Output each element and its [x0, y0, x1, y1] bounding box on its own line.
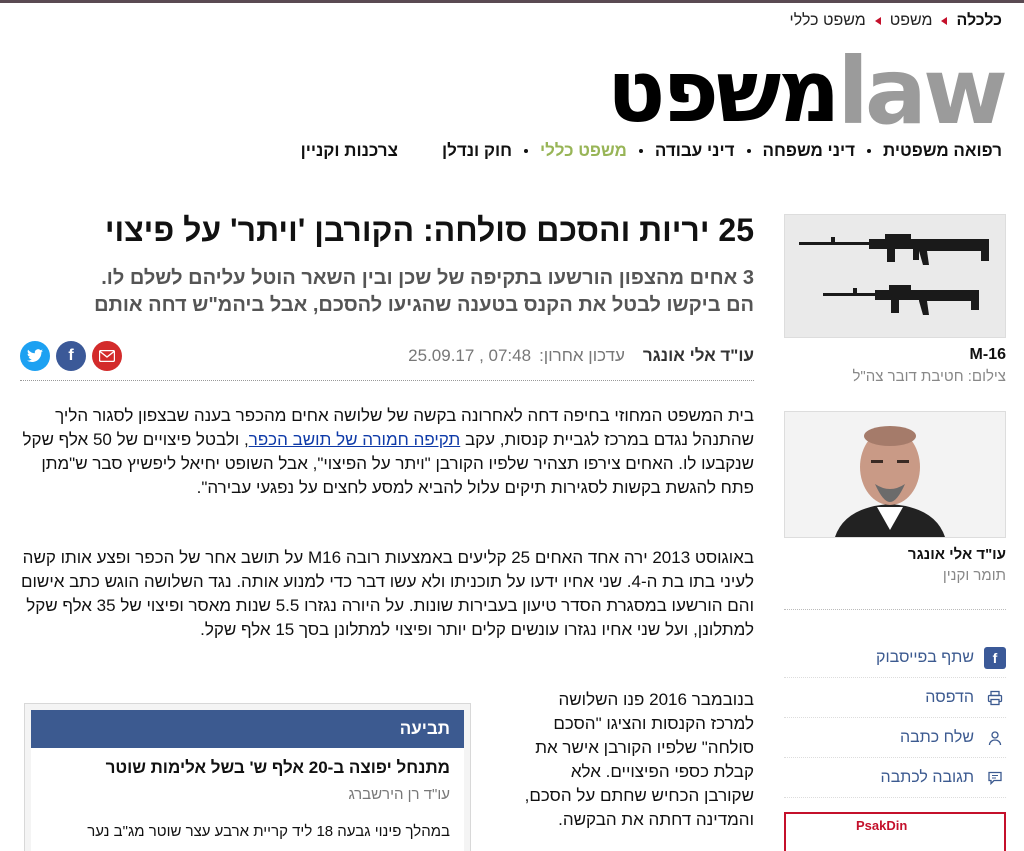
nav-item-real-estate-law[interactable]: חוק ונדלן [441, 141, 513, 160]
related-box-header: תביעה [31, 710, 464, 748]
nav-separator [524, 149, 528, 153]
breadcrumb-separator-icon [875, 17, 881, 25]
breadcrumb-item-general-law[interactable]: משפט כללי [789, 12, 866, 29]
print-icon [984, 687, 1006, 709]
author-photo[interactable] [784, 411, 1006, 538]
rifle-photo[interactable] [784, 214, 1006, 338]
nav-separator [747, 149, 751, 153]
action-label: שתף בפייסבוק [876, 648, 974, 666]
share-facebook-action[interactable] [784, 638, 1006, 678]
related-box-body [31, 748, 464, 851]
paragraph-text: , ולבטל פיצויים של 50 אלף שקל שנקבעו לו. האחים צירפו תצהיר שלפיו הקורבן "ויתר על הפיצוי", אבל השופט יחיאל ליפשיץ סבר ש"מתן פתח להגשת בקשות לסגירות תיקים עלול להביא למסע לחצים על נפגעי עבירה". [22, 430, 754, 497]
article-subtitle [20, 265, 754, 319]
nav-item-consumer-law[interactable]: צרכנות וקניין [300, 141, 398, 160]
nav-item-forensic-medicine[interactable]: רפואה משפטית [883, 141, 1002, 160]
site-logo[interactable] [606, 38, 1004, 145]
top-bar [0, 0, 1024, 3]
nav-item-family-law[interactable]: דיני משפחה [762, 141, 856, 160]
sidebar-divider [784, 609, 1006, 610]
subtitle-line: 3 אחים מהצפון הורשעו בתקיפה של שכן ובין השאר הוטל עליהם לשלם לו. [101, 267, 754, 289]
section-nav [301, 141, 1002, 161]
logo-latin-text: law [837, 38, 1004, 145]
nav-item-labor-law[interactable]: דיני עבודה [654, 141, 735, 160]
author-photo-caption: עו"ד אלי אונגר [907, 546, 1006, 563]
article-author[interactable]: עו"ד אלי אונגר [642, 346, 754, 365]
logo-hebrew-text: משפט [606, 42, 838, 142]
rifle-photo-caption: M-16 [969, 346, 1006, 363]
share-icons [20, 341, 122, 371]
facebook-icon: f [984, 647, 1006, 669]
twitter-icon[interactable] [20, 341, 50, 371]
article-actions [784, 638, 1006, 798]
author-portrait-icon [785, 412, 1005, 537]
article-paragraph-1 [20, 404, 754, 500]
article-meta [20, 341, 754, 371]
breadcrumb-separator-icon [941, 17, 947, 25]
nav-item-general-law[interactable]: משפט כללי [540, 141, 627, 160]
author-photo-credit: תומר וקנין [942, 567, 1006, 584]
comment-icon [984, 767, 1006, 789]
article-date: 25.09.17 , 07:48 [408, 346, 532, 365]
related-article-title[interactable]: מתנחל יפוצה ב-20 אלף ש' בשל אלימות שוטר [105, 758, 450, 777]
updated-label: עדכון אחרון: [539, 346, 625, 365]
rifle-photo-credit: צילום: חטיבת דובר צה"ל [852, 368, 1006, 385]
action-label: תגובה לכתבה [880, 768, 974, 786]
related-article-box [24, 703, 471, 851]
ad-logo: PsakDin [856, 818, 908, 833]
article-paragraph-2: באוגוסט 2013 ירה אחד האחים 25 קליעים באמצעות רובה M16 על תושב אחר של הכפר ופצע אותו קשה לעיני בתו בת ה-4. שני אחיו ידעו על תוכניתו ולא עשו דבר כדי למנוע אותה. נגד השלושה הוגש כתב אישום והם הורשעו במסגרת הסדר טיעון בעבירות שונות. על היורה נגזרו 5.5 שנות מאסר ופיצוי של 35 אלף שקל למתלונן, ועל שני אחיו נגזרו עונשים קלים יותר ופיצוי למתלונן בסך 15 אלף שקל. [20, 548, 754, 639]
send-icon [984, 727, 1006, 749]
send-article-action[interactable] [784, 718, 1006, 758]
article-paragraph-3: בנובמבר 2016 פנו השלושה למרכז הקנסות והציגו "הסכם סולחה" שלפיו הקורבן אישר את קבלת כספי הפיצויים. אלא שקורבן הכחיש שחתם על הסכם, והמדינה דחתה את הבקשה. [524, 690, 754, 829]
inline-article-link[interactable]: תקיפה חמורה של תושב הכפר [248, 430, 461, 449]
action-label: הדפסה [925, 688, 974, 706]
facebook-icon[interactable]: f [56, 341, 86, 371]
breadcrumb [790, 12, 1002, 30]
mail-icon[interactable] [92, 341, 122, 371]
article-headline: 25 יריות והסכם סולחה: הקורבן 'ויתר' על פיצוי [104, 212, 754, 248]
related-article-text: במהלך פינוי גבעה 18 ליד קריית ארבע עצר שוטר מג"ב נער [87, 823, 450, 840]
advertisement-banner[interactable] [784, 812, 1006, 851]
breadcrumb-item-economy[interactable]: כלכלה [956, 12, 1002, 29]
rifle-image-icon [785, 215, 1005, 337]
related-article-author: עו"ד רן הירשברג [348, 786, 450, 803]
nav-separator [639, 149, 643, 153]
paragraph-text: בית המשפט המחוזי בחיפה דחה לאחרונה בקשה של שלושה אחים מהכפר בענה שבצפון לסגור הליך שהתנהל נגדם במרכז לגביית קנסות, עקב [55, 406, 754, 449]
breadcrumb-item-law[interactable]: משפט [889, 12, 933, 29]
comment-action[interactable] [784, 758, 1006, 798]
meta-divider [20, 380, 754, 381]
subtitle-line: הם ביקשו לבטל את הקנס בטענה שהגיעו להסכם, אבל ביהמ"ש דחה אותם [94, 294, 754, 316]
action-label: שלח כתבה [900, 728, 974, 746]
print-action[interactable] [784, 678, 1006, 718]
nav-separator [867, 149, 871, 153]
